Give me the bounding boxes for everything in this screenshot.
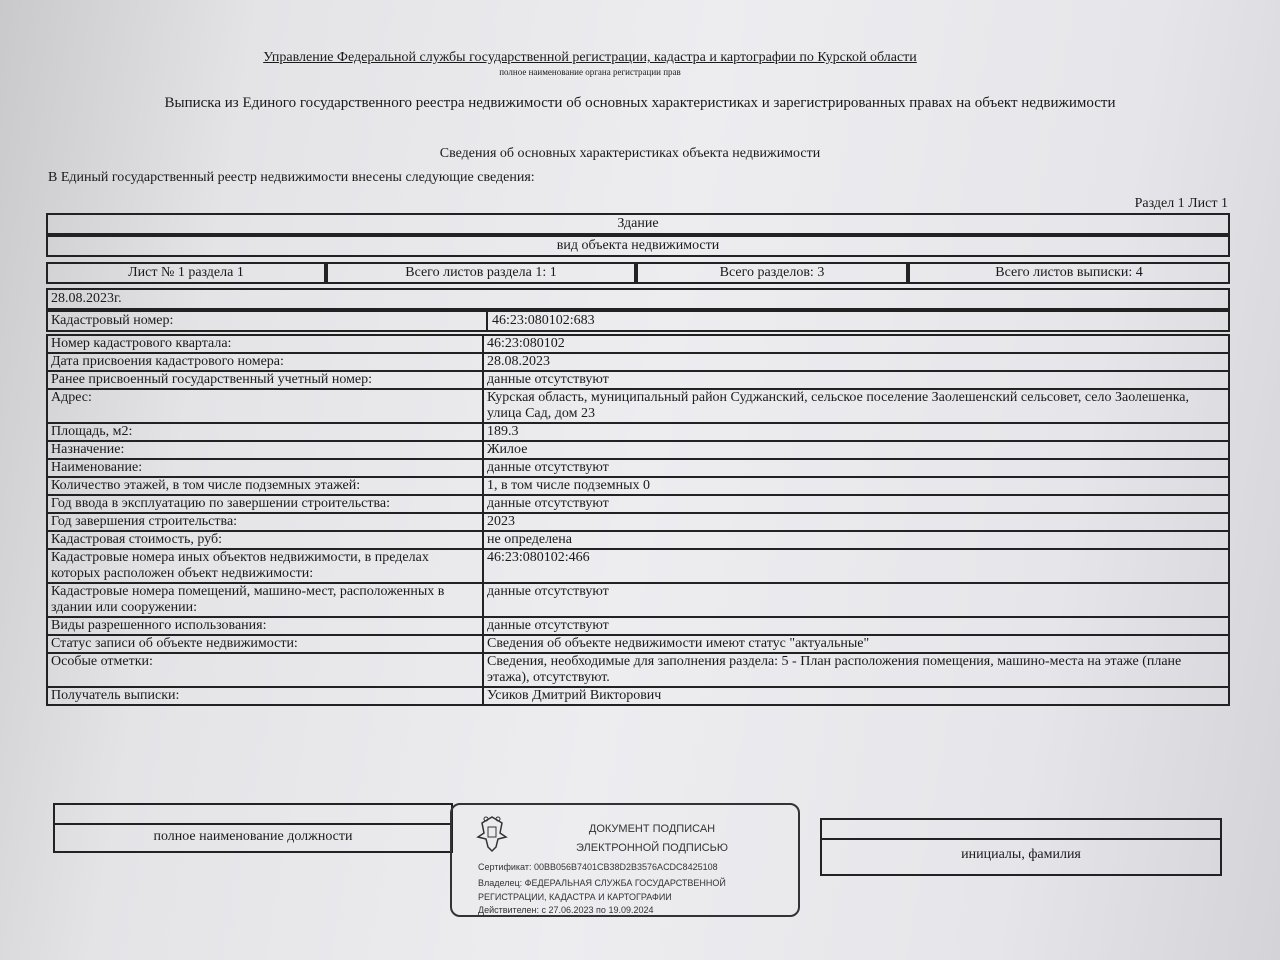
row-value: Сведения об объекте недвижимости имеют статус "актуальные"	[483, 635, 1229, 653]
section-sheet-label: Раздел 1 Лист 1	[1134, 196, 1228, 211]
position-caption: полное наименование должности	[153, 829, 353, 844]
object-type: Здание	[46, 213, 1230, 235]
table-row	[47, 353, 1229, 371]
row-label: Дата присвоения кадастрового номера:	[47, 353, 483, 371]
table-row	[47, 653, 1229, 687]
table-row	[47, 687, 1229, 705]
sheets-total: Всего листов выписки: 4	[908, 262, 1230, 284]
row-value: 189.3	[483, 423, 1229, 441]
table-row	[47, 513, 1229, 531]
electronic-signature-stamp	[450, 803, 800, 917]
table-row	[47, 335, 1229, 353]
cadastral-number-value: 46:23:080102:683	[486, 312, 595, 330]
row-label: Год ввода в эксплуатацию по завершении строительства:	[47, 495, 483, 513]
table-row	[47, 389, 1229, 423]
sheet-meta-row	[46, 262, 1230, 284]
row-label: Год завершения строительства:	[47, 513, 483, 531]
row-label: Особые отметки:	[47, 653, 483, 687]
row-label: Получатель выписки:	[47, 687, 483, 705]
table-row	[47, 583, 1229, 617]
table-row	[47, 635, 1229, 653]
row-value: данные отсутствуют	[483, 371, 1229, 389]
sections-total: Всего разделов: 3	[636, 262, 908, 284]
table-row	[47, 549, 1229, 583]
org-name: Управление Федеральной службы государственной регистрации, кадастра и картографии по Курской области	[263, 50, 917, 65]
stamp-owner-1: Владелец: ФЕДЕРАЛЬНАЯ СЛУЖБА ГОСУДАРСТВЕННОЙ	[478, 878, 726, 888]
row-value: Жилое	[483, 441, 1229, 459]
row-value: Курская область, муниципальный район Суджанский, сельское поселение Заолешенский сельсовет, село Заолешенка, улица Сад, дом 23	[483, 389, 1229, 423]
row-value: не определена	[483, 531, 1229, 549]
row-value: Сведения, необходимые для заполнения раздела: 5 - План расположения помещения, машино-места на этаже (плане этажа), отсутствуют.	[483, 653, 1229, 687]
stamp-line-1: ДОКУМЕНТ ПОДПИСАН	[588, 823, 716, 835]
stamp-valid: Действителен: с 27.06.2023 по 19.09.2024	[478, 905, 654, 915]
row-label: Кадастровые номера помещений, машино-мест, расположенных в здании или сооружении:	[47, 583, 483, 617]
row-label: Номер кадастрового квартала:	[47, 335, 483, 353]
row-label: Виды разрешенного использования:	[47, 617, 483, 635]
row-label: Назначение:	[47, 441, 483, 459]
row-label: Количество этажей, в том числе подземных этажей:	[47, 477, 483, 495]
row-label: Наименование:	[47, 459, 483, 477]
table-row	[47, 495, 1229, 513]
eagle-emblem-icon	[474, 813, 510, 853]
table-row	[47, 531, 1229, 549]
table-row	[47, 477, 1229, 495]
cadastral-number-row	[46, 310, 1230, 332]
row-label: Кадастровая стоимость, руб:	[47, 531, 483, 549]
row-value: 46:23:080102	[483, 335, 1229, 353]
table-row	[47, 459, 1229, 477]
org-name-caption: полное наименование органа регистрации прав	[499, 67, 681, 77]
name-caption: инициалы, фамилия	[961, 847, 1081, 862]
row-value: данные отсутствуют	[483, 495, 1229, 513]
intro-text: В Единый государственный реестр недвижимости внесены следующие сведения:	[48, 170, 535, 185]
row-label: Адрес:	[47, 389, 483, 423]
signature-position-block	[53, 803, 453, 853]
document-title: Выписка из Единого государственного реестра недвижимости об основных характеристиках и зарегистрированных правах на объект недвижимости	[164, 95, 1116, 111]
row-value: 1, в том числе подземных 0	[483, 477, 1229, 495]
row-value: данные отсутствуют	[483, 617, 1229, 635]
table-row	[47, 423, 1229, 441]
stamp-line-2: ЭЛЕКТРОННОЙ ПОДПИСЬЮ	[575, 842, 729, 854]
row-value: данные отсутствуют	[483, 583, 1229, 617]
cadastral-number-label: Кадастровый номер:	[51, 313, 174, 328]
row-label: Статус записи об объекте недвижимости:	[47, 635, 483, 653]
sheet-number: Лист № 1 раздела 1	[46, 262, 326, 284]
row-value: 28.08.2023	[483, 353, 1229, 371]
stamp-owner-2: РЕГИСТРАЦИИ, КАДАСТРА И КАРТОГРАФИИ	[478, 892, 672, 902]
row-value: 2023	[483, 513, 1229, 531]
row-label: Площадь, м2:	[47, 423, 483, 441]
signature-name-block	[820, 818, 1222, 876]
row-label: Кадастровые номера иных объектов недвижимости, в пределах которых расположен объект недвижимости:	[47, 549, 483, 583]
stamp-certificate: Сертификат: 00BB056B7401CB38D2B3576ACDC8425108	[478, 862, 718, 872]
row-value: 46:23:080102:466	[483, 549, 1229, 583]
object-type-caption: вид объекта недвижимости	[46, 235, 1230, 257]
section-title: Сведения об основных характеристиках объекта недвижимости	[439, 146, 821, 161]
row-value: данные отсутствуют	[483, 459, 1229, 477]
extract-date: 28.08.2023г.	[46, 288, 1230, 310]
row-label: Ранее присвоенный государственный учетный номер:	[47, 371, 483, 389]
row-value: Усиков Дмитрий Викторович	[483, 687, 1229, 705]
characteristics-table	[46, 334, 1230, 706]
table-row	[47, 371, 1229, 389]
table-row	[47, 617, 1229, 635]
sheets-in-section: Всего листов раздела 1: 1	[326, 262, 636, 284]
table-row	[47, 441, 1229, 459]
